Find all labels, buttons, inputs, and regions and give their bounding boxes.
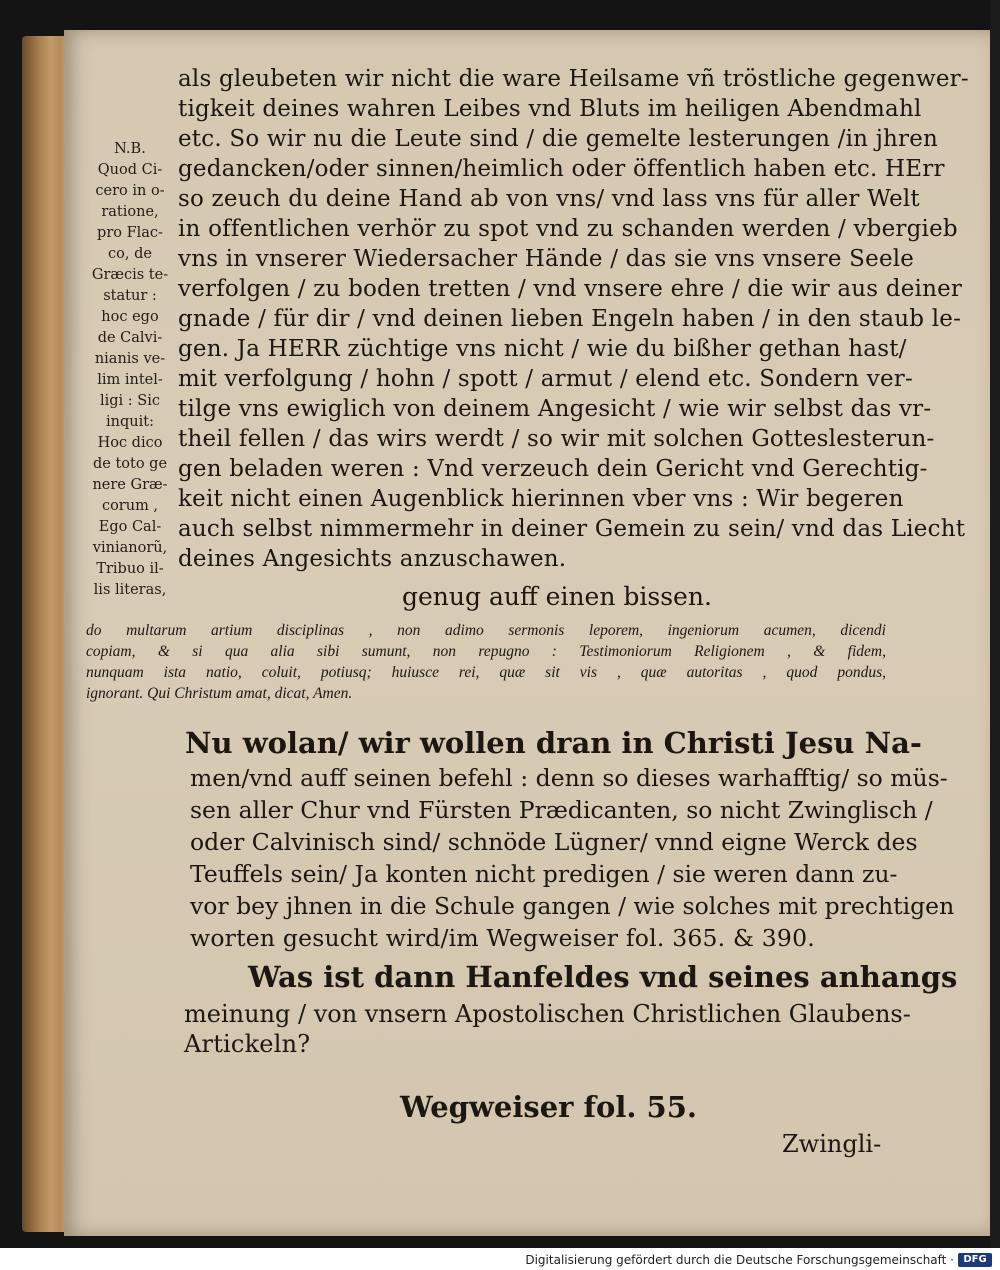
dfg-logo: DFG	[958, 1253, 992, 1267]
paragraph-line: sen aller Chur vnd Fürsten Prædicanten, so nicht Zwinglisch /	[190, 796, 933, 824]
main-text-line: so zeuch du deine Hand ab von vns/ vnd lass vns für aller Welt	[178, 186, 920, 212]
main-text-line: vns in vnserer Wiedersacher Hände / das sie vns vnsere Seele	[178, 246, 915, 272]
footer-credit: Digitalisierung gefördert durch die Deutsche Forschungsgemeinschaft ·	[525, 1253, 954, 1267]
margin-note-line: de toto ge	[92, 456, 168, 472]
margin-note-line: ligi : Sic	[100, 393, 160, 409]
margin-note-line: vinianorũ,	[92, 540, 168, 556]
margin-note-line: lim intel-	[97, 372, 163, 388]
margin-note-line: hoc ego	[101, 309, 159, 325]
paragraph-line: worten gesucht wird/im Wegweiser fol. 365. & 390.	[190, 924, 815, 952]
margin-note-line: pro Flac-	[97, 225, 163, 241]
main-text-line: theil fellen / das wirs werdt / so wir mit solchen Gotteslesterun-	[178, 426, 935, 452]
latin-line: nunquam ista natio, coluit, potiusq; huiusce rei, quæ sit vis , quæ autoritas , quod pondus,	[86, 664, 886, 681]
latin-line: copiam, & si qua alia sibi sumunt, non repugno : Testimoniorum Religionem , & fidem,	[86, 643, 886, 660]
question-heading-line: meinung / von vnsern Apostolischen Christlichen Glaubens-	[184, 1000, 911, 1028]
margin-note-line: corum ,	[101, 498, 159, 514]
question-heading-line: Artickeln?	[184, 1030, 311, 1058]
margin-note-line: Ego Cal-	[98, 519, 162, 535]
book-spine-edge	[22, 36, 70, 1232]
paragraph-line: men/vnd auff seinen befehl : denn so dieses warhafftig/ so müs-	[190, 764, 948, 792]
margin-note-line: nere Græ-	[92, 477, 168, 493]
main-text-line: gen. Ja HERR züchtige vns nicht / wie du bißher gethan hast/	[178, 336, 907, 362]
paragraph-line: vor bey jhnen in die Schule gangen / wie solches mit prechtigen	[190, 892, 955, 920]
paragraph-opening-line: Nu wolan/ wir wollen dran in Christi Jesu Na-	[185, 726, 922, 760]
margin-note-line: lis literas,	[93, 582, 167, 598]
scan-right-strip	[990, 0, 1000, 1248]
main-text-line: tigkeit deines wahren Leibes vnd Bluts im heiligen Abendmahl	[178, 96, 922, 122]
main-text-line: deines Angesichts anzuschawen.	[178, 546, 567, 572]
main-text-line: tilge vns ewiglich von deinem Angesicht / wie wir selbst das vr-	[178, 396, 932, 422]
main-text-line: verfolgen / zu boden tretten / vnd vnsere ehre / die wir aus deiner	[178, 276, 963, 302]
main-text-line: auch selbst nimmermehr in deiner Gemein zu sein/ vnd das Liecht	[178, 516, 966, 542]
main-text-line: in offentlichen verhör zu spot vnd zu schanden werden / vbergieb	[178, 216, 958, 242]
main-text-line: keit nicht einen Augenblick hierinnen vber vns : Wir begeren	[178, 486, 904, 512]
latin-continuation	[86, 620, 886, 704]
closing-line: genug auff einen bissen.	[402, 582, 712, 611]
citation: Wegweiser fol. 55.	[400, 1090, 697, 1124]
main-text-line: als gleubeten wir nicht die ware Heilsame vñ tröstliche gegenwer-	[178, 66, 969, 92]
margin-note-line: co, de	[108, 246, 152, 262]
margin-note	[76, 139, 184, 601]
latin-line: do multarum artium disciplinas , non adimo sermonis leporem, ingeniorum acumen, dicendi	[86, 622, 886, 639]
margin-note-line: Græcis te-	[91, 267, 169, 283]
question-heading-line: Was ist dann Hanfeldes vnd seines anhangs	[248, 960, 958, 994]
margin-note-line: N.B.	[114, 141, 146, 157]
margin-note-line: de Calvi-	[97, 330, 163, 346]
footer	[0, 1250, 1000, 1270]
margin-note-line: Tribuo il-	[96, 561, 164, 577]
main-text-line: mit verfolgung / hohn / spott / armut / elend etc. Sondern ver-	[178, 366, 913, 392]
paragraph-line: oder Calvinisch sind/ schnöde Lügner/ vnnd eigne Werck des	[190, 828, 918, 856]
margin-note-line: ratione,	[101, 204, 159, 220]
margin-note-line: inquit:	[106, 414, 154, 430]
catchword: Zwingli-	[782, 1130, 882, 1158]
paragraph-line: Teuffels sein/ Ja konten nicht predigen / sie weren dann zu-	[190, 860, 898, 888]
main-text-line: etc. So wir nu die Leute sind / die gemelte lesterungen /in jhren	[178, 126, 939, 152]
latin-line: ignorant. Qui Christum amat, dicat, Amen.	[86, 685, 353, 702]
margin-note-line: Hoc dico	[97, 435, 163, 451]
main-text-line: gen beladen weren : Vnd verzeuch dein Gericht vnd Gerechtig-	[178, 456, 928, 482]
margin-note-line: nianis ve-	[94, 351, 166, 367]
margin-note-line: cero in o-	[95, 183, 165, 199]
main-text-line: gedancken/oder sinnen/heimlich oder öffentlich haben etc. HErr	[178, 156, 945, 182]
margin-note-line: Quod Ci-	[97, 162, 163, 178]
main-text-line: gnade / für dir / vnd deinen lieben Engeln haben / in den staub le-	[178, 306, 962, 332]
margin-note-line: statur :	[103, 288, 157, 304]
